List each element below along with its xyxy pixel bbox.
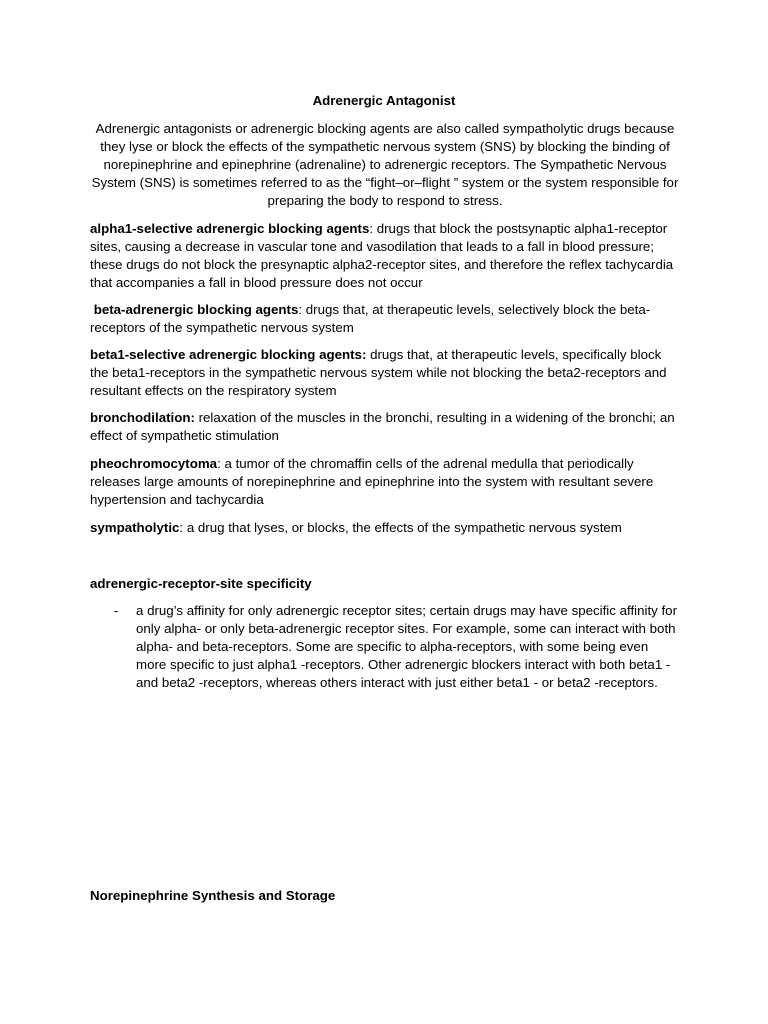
definition-pheochromocytoma	[90, 455, 680, 509]
definition-term: alpha1-selective adrenergic blocking agents	[90, 221, 370, 236]
definition-term: beta1-selective adrenergic blocking agents:	[90, 347, 367, 362]
intro-paragraph: Adrenergic antagonists or adrenergic blocking agents are also called sympatholytic drugs because they lyse or block the effects of the sympathetic nervous system (SNS) by blocking the binding of norepinephrine and epinephrine (adrenaline) to adrenergic receptors. The Sympathetic Nervous System (SNS) is sometimes referred to as the “fight–or–flight ” system or the system responsible for preparing the body to respond to stress.	[91, 121, 679, 208]
definition-separator: :	[298, 302, 306, 317]
definition-text: a tumor of the chromaffin cells of the adrenal medulla that periodically releases large amounts of norepinephrine and epinephrine into the system with resultant severe hypertension and tachycardia	[90, 456, 654, 507]
definition-text: drugs that, at therapeutic levels, specifically block the beta1-receptors in the sympathetic nervous system while not blocking the beta2-receptors and resultant effects on the respiratory system	[90, 347, 667, 398]
definition-beta-adrenergic	[90, 301, 680, 337]
definition-term: bronchodilation:	[90, 410, 195, 425]
list-bullet: -	[114, 603, 119, 618]
document-title: Adrenergic Antagonist	[312, 93, 456, 108]
section-heading-norepinephrine: Norepinephrine Synthesis and Storage	[90, 888, 336, 903]
definition-text: relaxation of the muscles in the bronchi, resulting in a widening of the bronchi; an effect of sympathetic stimulation	[90, 410, 675, 443]
definition-separator: :	[369, 221, 377, 236]
definition-sympatholytic	[90, 519, 680, 537]
definition-alpha1-selective	[90, 220, 680, 292]
definition-separator: :	[179, 520, 187, 535]
definition-bronchodilation	[90, 409, 680, 445]
definition-text: drugs that, at therapeutic levels, selectively block the beta-receptors of the sympathetic nervous system	[90, 302, 651, 335]
definition-text: drugs that block the postsynaptic alpha1-receptor sites, causing a decrease in vascular tone and vasodilation that leads to a fall in blood pressure; these drugs do not block the presynaptic alpha2-receptor sites, and therefore the reflex tachycardia that accompanies a fall in blood pressure does not occur	[90, 221, 674, 290]
definition-text: a drug that lyses, or blocks, the effects of the sympathetic nervous system	[186, 520, 622, 535]
definition-term: sympatholytic	[90, 520, 180, 535]
definition-beta1-selective	[90, 346, 680, 400]
section-heading-receptor-specificity: adrenergic-receptor-site specificity	[90, 576, 312, 591]
definition-term: pheochromocytoma	[90, 456, 218, 471]
definition-term: beta-adrenergic blocking agents	[90, 302, 299, 317]
list-item-text: a drug’s affinity for only adrenergic receptor sites; certain drugs may have specific affinity for only alpha- or only beta-adrenergic receptor sites. For example, some can interact with both alpha- and beta-receptors. Some are specific to alpha-receptors, with some being even more specific to just alpha1 -receptors. Other adrenergic blockers interact with both beta1 - and beta2 -receptors, whereas others interact with just either beta1 - or beta2 -receptors.	[136, 603, 678, 690]
definition-separator: :	[217, 456, 225, 471]
